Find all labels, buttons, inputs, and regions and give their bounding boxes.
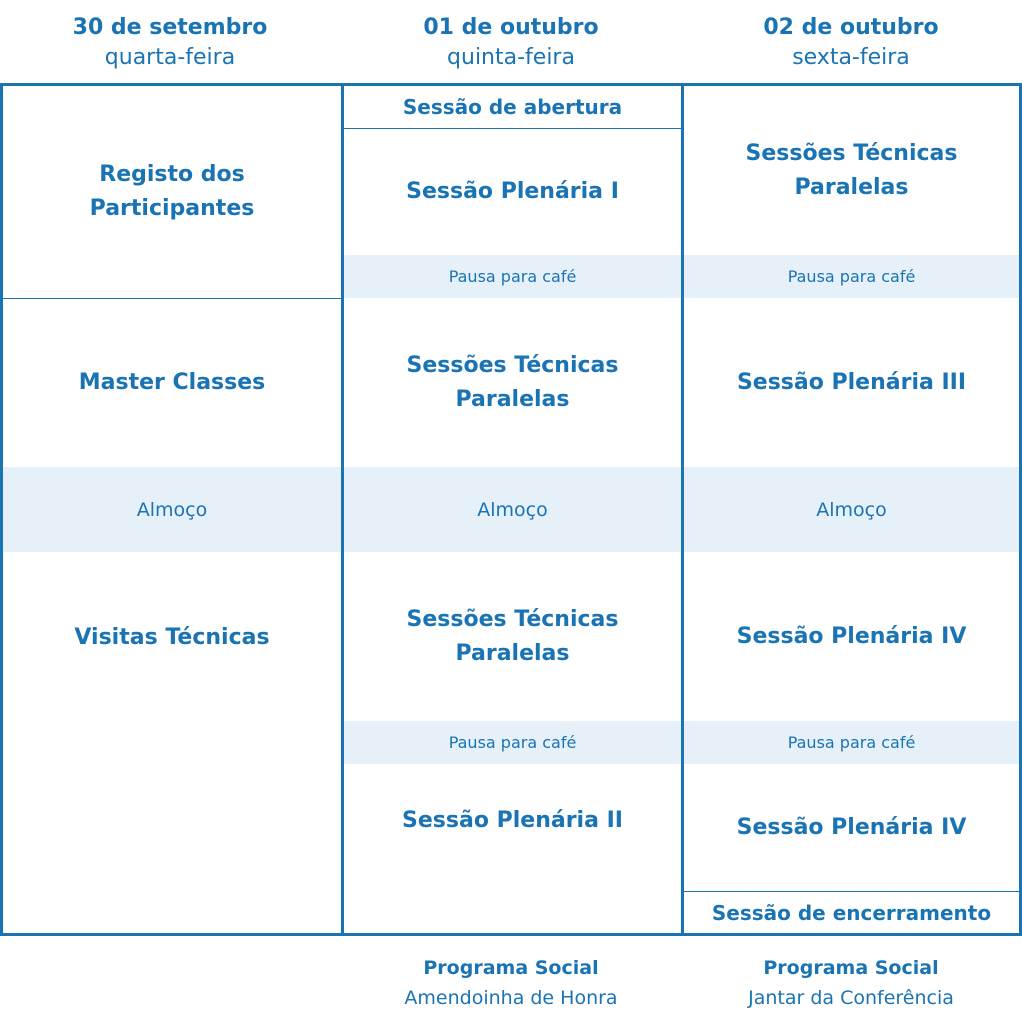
coffee-label: Pausa para café xyxy=(787,733,916,752)
social-program-1 xyxy=(341,953,681,1013)
master-classes-cell xyxy=(3,299,341,467)
coffee-band xyxy=(344,255,681,298)
day-date: 02 de outubro xyxy=(763,15,939,40)
social-program-2 xyxy=(681,953,1021,1013)
plenaria1-cell xyxy=(344,129,681,255)
coffee-label: Pausa para café xyxy=(787,267,916,286)
lunch-label: Almoço xyxy=(477,498,548,521)
visitas-label: Visitas Técnicas xyxy=(74,625,270,650)
coffee-band xyxy=(684,721,1019,764)
encerramento-cell xyxy=(684,892,1019,933)
coffee-band xyxy=(684,255,1019,298)
lunch-band xyxy=(3,467,341,552)
registo-label: Registo dos Participantes xyxy=(89,162,255,221)
visitas-cell xyxy=(3,621,341,681)
plenaria4a-label: Sessão Plenária IV xyxy=(736,623,967,649)
social-title: Programa Social xyxy=(763,957,939,979)
social-title: Programa Social xyxy=(423,957,599,979)
tecnicas2-label: Sessões Técnicas Paralelas xyxy=(406,606,619,666)
tecnicas1-cell xyxy=(344,298,681,467)
tecnicas1-label: Sessões Técnicas Paralelas xyxy=(406,352,619,412)
plenaria2-label: Sessão Plenária II xyxy=(402,808,623,833)
day-header-3 xyxy=(681,12,1021,72)
encerramento-label: Sessão de encerramento xyxy=(711,900,992,925)
day-header-2 xyxy=(341,12,681,72)
plenaria4b-label: Sessão Plenária IV xyxy=(736,814,967,840)
lunch-band xyxy=(344,467,681,552)
day-header-1 xyxy=(0,12,340,72)
plenaria3-label: Sessão Plenária III xyxy=(736,369,967,395)
plenaria2-cell xyxy=(344,804,681,854)
lunch-label: Almoço xyxy=(816,498,887,521)
coffee-label: Pausa para café xyxy=(448,733,577,752)
abertura-label: Sessão de abertura xyxy=(402,95,623,119)
plenaria4b-cell xyxy=(684,764,1019,891)
tecnicas-cell xyxy=(684,86,1019,255)
day-weekday: sexta-feira xyxy=(792,45,910,70)
social-event: Amendoinha de Honra xyxy=(404,987,618,1009)
day-weekday: quarta-feira xyxy=(104,45,236,70)
plenaria3-cell xyxy=(684,298,1019,467)
social-event: Jantar da Conferência xyxy=(748,987,954,1009)
tecnicas2-cell xyxy=(344,552,681,721)
day-date: 30 de setembro xyxy=(72,15,268,40)
schedule-grid xyxy=(0,83,1022,936)
day-weekday: quinta-feira xyxy=(447,45,575,70)
tecnicas-label: Sessões Técnicas Paralelas xyxy=(745,140,958,200)
registo-cell xyxy=(3,86,341,298)
master-classes-label: Master Classes xyxy=(78,370,266,395)
coffee-band xyxy=(344,721,681,764)
lunch-label: Almoço xyxy=(136,498,208,521)
plenaria4a-cell xyxy=(684,552,1019,721)
coffee-label: Pausa para café xyxy=(448,267,577,286)
abertura-cell xyxy=(344,86,681,128)
lunch-band xyxy=(684,467,1019,552)
plenaria1-label: Sessão Plenária I xyxy=(406,179,619,204)
day-date: 01 de outubro xyxy=(423,15,599,40)
